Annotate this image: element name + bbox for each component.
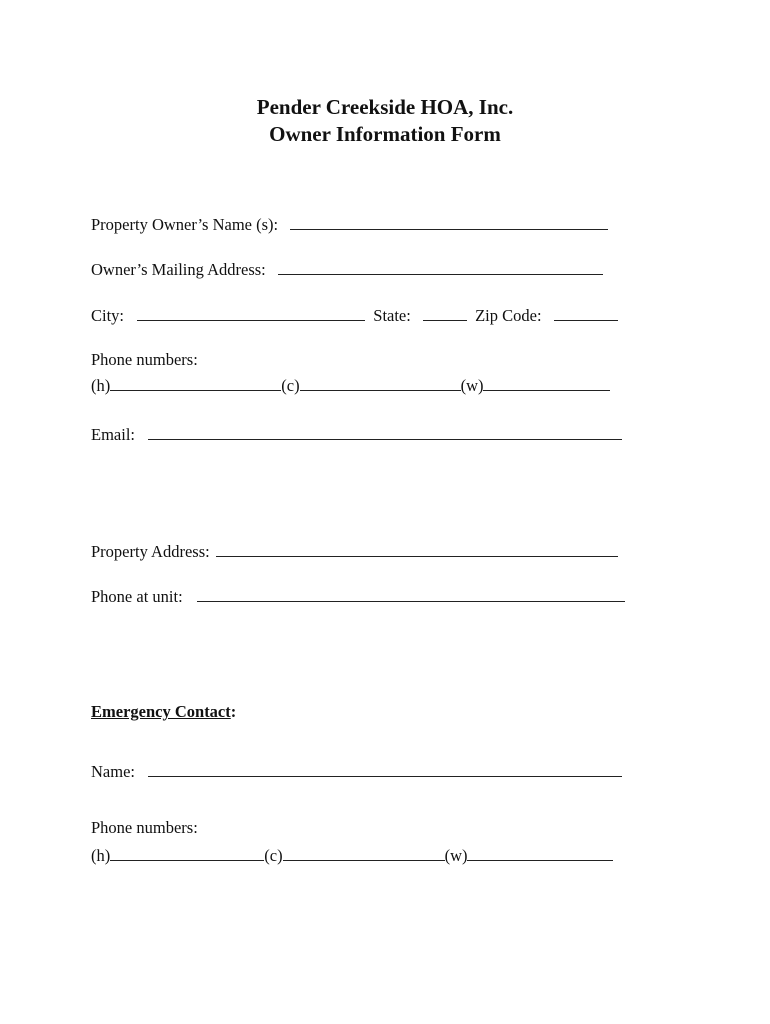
property-address-label: Property Address:: [91, 542, 210, 561]
city-state-zip-row: [91, 305, 618, 326]
emergency-phone-cell-field[interactable]: [283, 845, 445, 861]
email-row: [91, 424, 622, 445]
emergency-name-field[interactable]: [148, 761, 622, 777]
emergency-contact-colon: :: [230, 702, 237, 721]
emergency-name-row: [91, 761, 622, 782]
owner-name-row: [91, 214, 608, 235]
email-label: Email:: [91, 425, 135, 444]
mailing-address-label: Owner’s Mailing Address:: [91, 260, 266, 279]
city-field[interactable]: [137, 305, 365, 321]
zip-label: Zip Code:: [475, 306, 542, 325]
mailing-address-field[interactable]: [278, 259, 603, 275]
owner-phone-home-label: (h): [91, 376, 111, 395]
email-field[interactable]: [148, 424, 622, 440]
owner-phone-home-field[interactable]: [110, 375, 281, 391]
emergency-phone-work-label: (w): [444, 846, 468, 865]
zip-field[interactable]: [554, 305, 618, 321]
phone-at-unit-field[interactable]: [197, 586, 625, 602]
owner-phone-cell-field[interactable]: [300, 375, 461, 391]
emergency-phone-work-field[interactable]: [467, 845, 613, 861]
mailing-address-row: [91, 259, 603, 280]
owner-name-label: Property Owner’s Name (s):: [91, 215, 279, 234]
owner-phone-cell-label: (c): [281, 376, 300, 395]
emergency-contact-heading: [91, 702, 236, 722]
owner-name-field[interactable]: [290, 214, 608, 230]
city-label: City:: [91, 306, 125, 325]
emergency-phone-home-field[interactable]: [110, 845, 264, 861]
emergency-phone-heading: Phone numbers:: [91, 818, 198, 837]
emergency-phone-home-label: (h): [91, 846, 111, 865]
form-title: Owner Information Form: [269, 122, 501, 146]
phone-at-unit-row: [91, 586, 625, 607]
property-address-row: [91, 541, 618, 562]
state-field[interactable]: [423, 305, 467, 321]
emergency-contact-title: Emergency Contact: [91, 702, 231, 721]
owner-phone-work-field[interactable]: [483, 375, 610, 391]
property-address-field[interactable]: [216, 541, 618, 557]
emergency-name-label: Name:: [91, 762, 135, 781]
owner-phone-heading: Phone numbers:: [91, 350, 198, 369]
emergency-phones-row: [91, 845, 613, 866]
emergency-phone-cell-label: (c): [264, 846, 283, 865]
state-label: State:: [373, 306, 411, 325]
phone-at-unit-label: Phone at unit:: [91, 587, 183, 606]
owner-phone-work-label: (w): [460, 376, 484, 395]
org-name: Pender Creekside HOA, Inc.: [256, 95, 514, 119]
owner-phones-row: [91, 375, 610, 396]
